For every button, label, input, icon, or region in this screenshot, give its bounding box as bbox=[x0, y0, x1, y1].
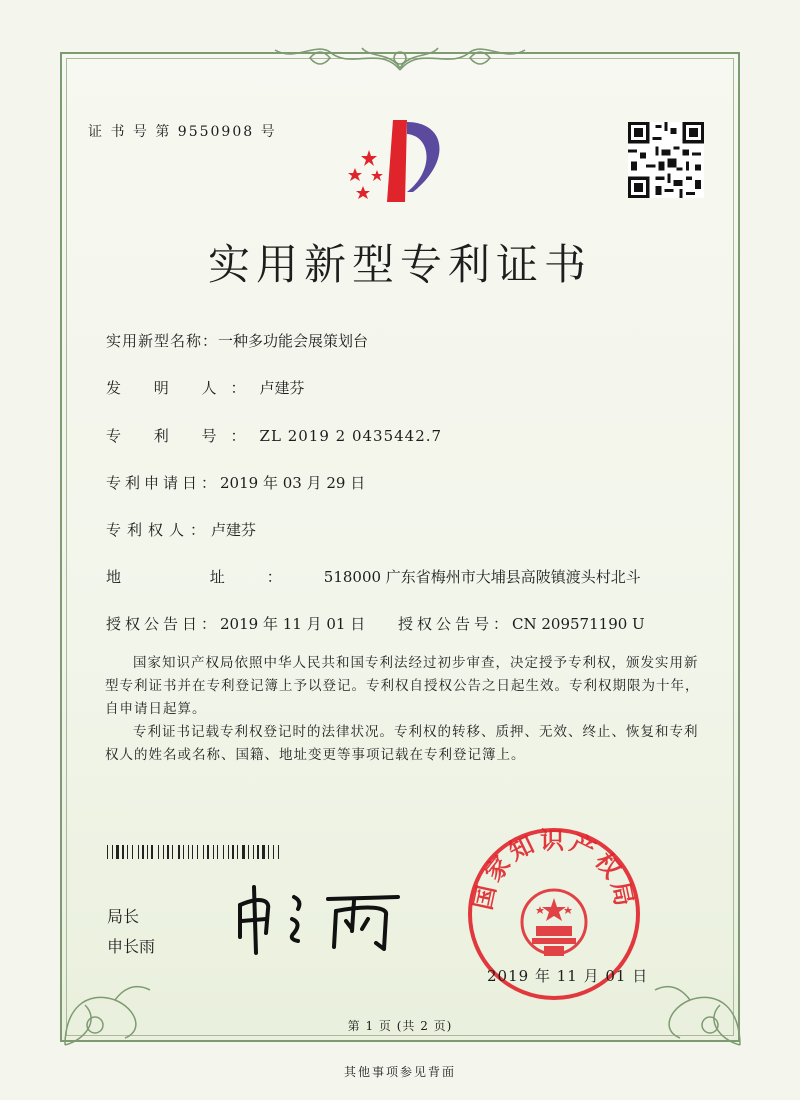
handwritten-signature-icon bbox=[228, 875, 408, 955]
field-label: 专 利 号： bbox=[106, 427, 260, 445]
field-patent-number bbox=[106, 425, 442, 446]
field-value: ZL 2019 2 0435442.7 bbox=[259, 427, 443, 445]
field-label: 授权公告日： bbox=[106, 615, 221, 633]
field-label: 发 明 人： bbox=[106, 379, 260, 397]
field-label: 实用新型名称： bbox=[106, 332, 219, 350]
field-value: 2019 年 11 月 01 日 bbox=[220, 615, 366, 633]
field-value: 2019 年 03 月 29 日 bbox=[220, 474, 366, 492]
seal-date: 2019 年 11 月 01 日 bbox=[487, 967, 649, 985]
field-grant-number bbox=[398, 613, 645, 634]
field-grant-date bbox=[106, 613, 365, 634]
field-value: CN 209571190 U bbox=[512, 615, 645, 633]
director-name: 申长雨 bbox=[107, 937, 156, 956]
body-paragraph-1: 国家知识产权局依照中华人民共和国专利法经过初步审查，决定授予专利权，颁发实用新型专利证书并在专利登记簿上予以登记。专利权自授权公告之日起生效。专利权期限为十年，自申请日起算。 bbox=[105, 655, 700, 717]
bottom-left-ornament-icon bbox=[55, 950, 165, 1050]
field-label: 专利权人： bbox=[106, 521, 212, 539]
bottom-right-ornament-icon bbox=[640, 950, 750, 1050]
field-label: 地 址： bbox=[106, 568, 324, 586]
certificate-number: 证 书 号 第 9550908 号 bbox=[88, 124, 277, 140]
signature-block bbox=[107, 902, 155, 962]
barcode-icon bbox=[107, 845, 372, 859]
field-value: 卢建芬 bbox=[211, 521, 257, 539]
field-patentee bbox=[106, 519, 256, 540]
field-inventor bbox=[106, 377, 305, 398]
svg-text:国家知识产权局: 国家知识产权局 bbox=[468, 826, 640, 913]
field-label: 授权公告号： bbox=[398, 615, 513, 633]
field-address bbox=[106, 566, 641, 587]
footer-note: 其他事项参见背面 bbox=[343, 1065, 456, 1079]
qr-code-icon bbox=[628, 122, 704, 198]
cnipa-logo-icon bbox=[335, 110, 465, 210]
field-utility-model-name bbox=[106, 330, 368, 351]
top-ornament-icon bbox=[270, 40, 530, 76]
certificate-title: 实用新型专利证书 bbox=[207, 240, 592, 289]
field-application-date bbox=[106, 472, 365, 493]
field-label: 专利申请日： bbox=[106, 474, 221, 492]
field-value: 一种多功能会展策划台 bbox=[218, 332, 369, 350]
body-paragraph-2: 专利证书记载专利权登记时的法律状况。专利权的转移、质押、无效、终止、恢复和专利权人的姓名或名称、国籍、地址变更等事项记载在专利登记簿上。 bbox=[105, 724, 699, 763]
director-title: 局长 bbox=[107, 907, 140, 926]
field-value: 卢建芬 bbox=[259, 379, 305, 397]
page-number: 第 1 页 (共 2 页) bbox=[347, 1019, 453, 1033]
field-value: 518000 广东省梅州市大埔县高陂镇渡头村北斗 bbox=[323, 568, 641, 586]
